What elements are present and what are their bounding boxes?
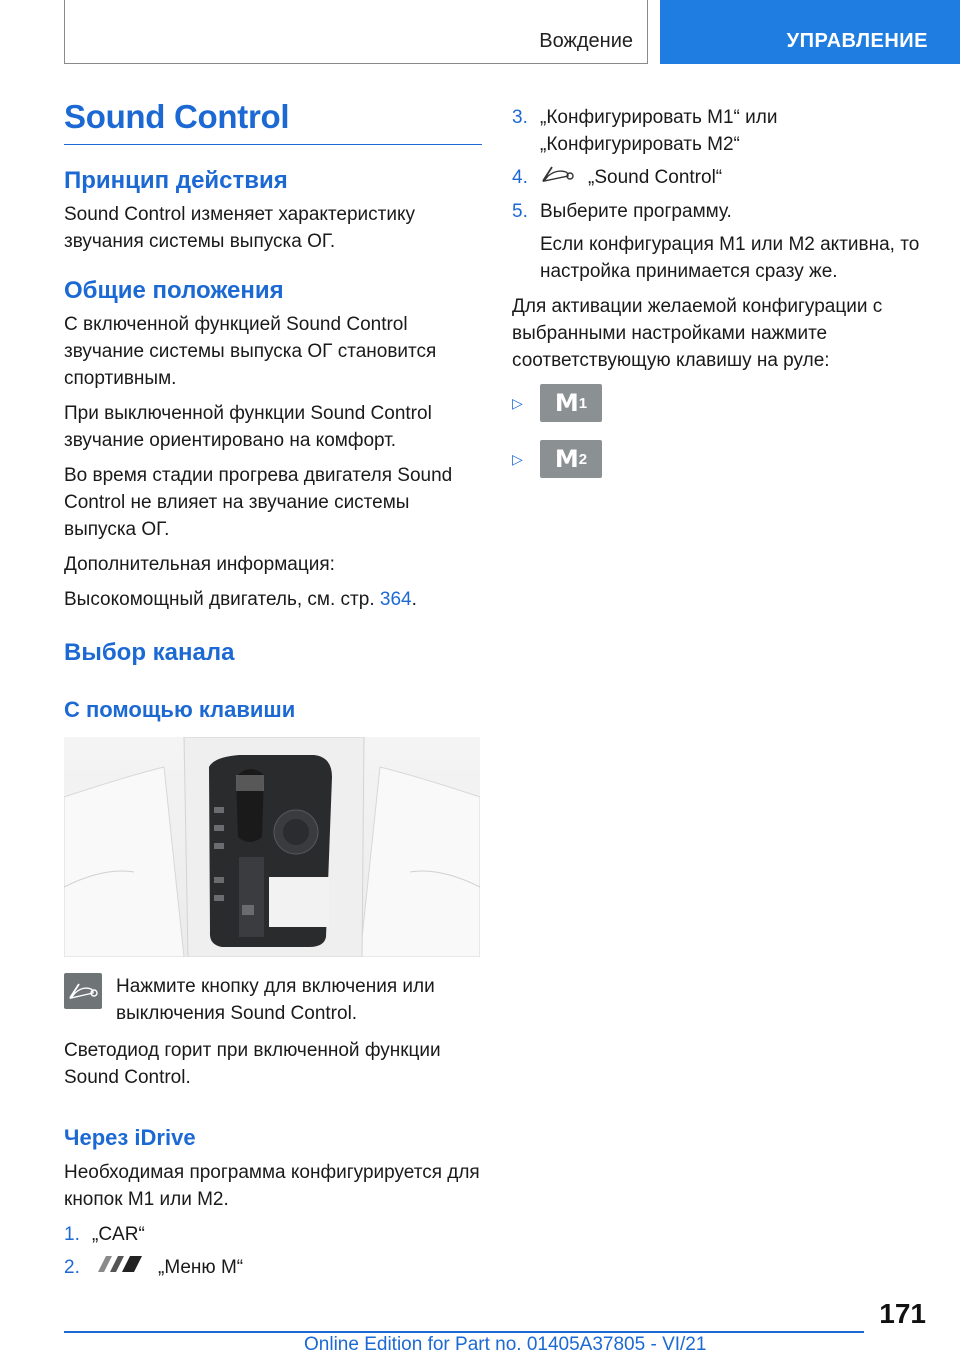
footer-edition: Online Edition for Part no. 01405A37805 - VI/21: [304, 1334, 707, 1355]
text-general-2: При выключенной функции Sound Control звучание ориентировано на комфорт.: [64, 403, 432, 451]
step-item: [512, 104, 928, 158]
text-general-5: [64, 586, 482, 613]
footer-divider: [64, 1331, 864, 1333]
console-svg: [64, 737, 480, 957]
header-section-tab[interactable]: [64, 0, 648, 64]
text-general-4: Дополнительная информация:: [64, 554, 335, 575]
left-column: [64, 98, 482, 1288]
step-text: „Конфигурировать M1“ или „Конфигурировать M2“: [540, 107, 778, 155]
step-text: „CAR“: [92, 1224, 145, 1245]
center-console-illustration: [64, 737, 480, 957]
bullet-marker: ▷: [512, 450, 523, 467]
text-general-1: С включенной функцией Sound Control звучание системы выпуска ОГ становится спортивным.: [64, 314, 437, 389]
bullet-marker: ▷: [512, 394, 523, 411]
sound-control-inline-icon: [540, 164, 578, 192]
step-number: 2.: [64, 1257, 80, 1278]
m1-key-icon: [540, 384, 602, 422]
step-number: 4.: [512, 167, 528, 188]
page-number: 171: [879, 1298, 926, 1329]
right-column: [512, 104, 928, 496]
text-principle: Sound Control изменяет характеристику звучания системы выпуска ОГ.: [64, 204, 415, 252]
text-general-3: Во время стадии прогрева двигателя Sound Control не влияет на звучание системы выпуска ОГ.: [64, 465, 453, 540]
m1-key-letter: M: [554, 389, 579, 417]
step-item: [512, 164, 928, 192]
step-item: [64, 1221, 482, 1248]
header-chapter-tab[interactable]: [660, 0, 960, 64]
page-link-364[interactable]: 364: [379, 589, 412, 610]
heading-principle: Принцип действия: [64, 167, 288, 194]
heading-channel: Выбор канала: [64, 639, 235, 666]
step-number: 1.: [64, 1224, 80, 1245]
page-title: Sound Control: [64, 98, 482, 145]
step-item: [512, 198, 928, 225]
text-step5-note: Если конфигурация M1 или M2 активна, то настройка принимается сразу же.: [540, 234, 920, 282]
text-sound-control-button: Нажмите кнопку для включения или выключения Sound Control.: [116, 976, 435, 1024]
heading-idrive: Через iDrive: [64, 1125, 196, 1150]
step-number: 3.: [512, 107, 528, 128]
step-text: „Меню M“: [158, 1257, 244, 1278]
m1-bullet: [512, 384, 928, 422]
sound-control-button-note: [64, 973, 482, 1027]
m-menu-icon: [92, 1254, 148, 1282]
step-text: „Sound Control“: [588, 167, 723, 188]
m2-key-icon: [540, 440, 602, 478]
header-chapter-label: УПРАВЛЕНИЕ: [786, 30, 928, 52]
heading-button: С помощью клавиши: [64, 697, 296, 722]
m2-bullet: [512, 440, 928, 478]
header-section-label: Вождение: [539, 30, 633, 52]
text-idrive: Необходимая программа конфигурируется для кнопок M1 или M2.: [64, 1162, 480, 1210]
sound-control-icon: [64, 973, 102, 1009]
m2-key-number: 2: [578, 450, 588, 468]
step-text: Выберите программу.: [540, 201, 732, 222]
m1-key-number: 1: [578, 394, 588, 412]
idrive-steps-left: [64, 1221, 482, 1282]
text-general-5-pre: Высокомощный двигатель, см. стр.: [64, 589, 380, 610]
idrive-steps-right: [512, 104, 928, 225]
heading-general: Общие положения: [64, 277, 284, 304]
text-led: Светодиод горит при включенной функции Sound Control.: [64, 1040, 441, 1088]
m2-key-letter: M: [554, 445, 579, 473]
text-general-5-post: .: [411, 589, 417, 610]
text-activate: Для активации желаемой конфигурации с выбранными настройками нажмите соответствующую клавишу на руле:: [512, 296, 883, 371]
step-item: [64, 1254, 482, 1282]
step-number: 5.: [512, 201, 528, 222]
